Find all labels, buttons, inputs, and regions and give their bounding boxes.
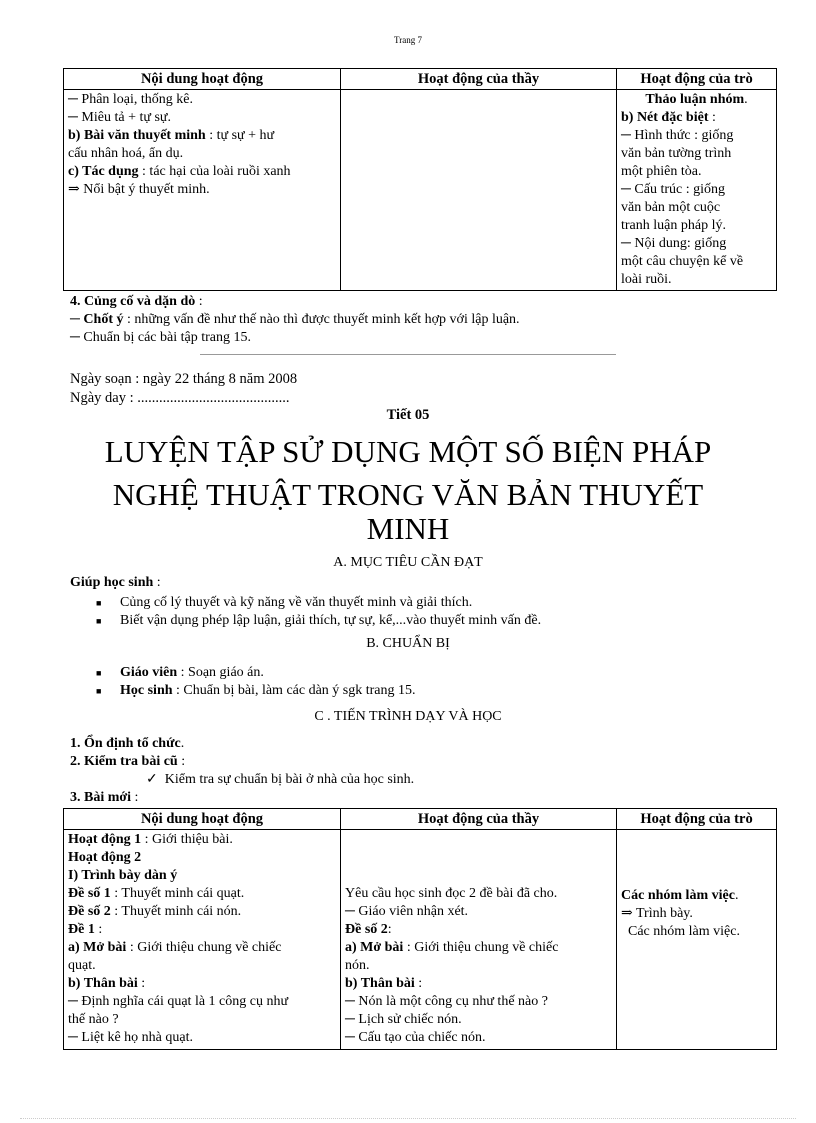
cell-line: [345, 993, 612, 1011]
prep-teacher-label: Giáo viên: [120, 665, 178, 680]
consolidation-heading: 4. Củng cố và dặn dò: [70, 294, 196, 309]
cell-text: một phiên tòa.: [621, 164, 702, 179]
prepare-exercises: ─ Chuẩn bị các bài tập trang 15.: [70, 330, 251, 345]
lesson-period: Tiết 05: [386, 407, 430, 423]
cell-text: tranh luận pháp lý.: [621, 218, 726, 233]
section-b-heading: B. CHUẨN BỊ: [366, 636, 450, 651]
heading-suffix: :: [195, 294, 203, 309]
cell-label: a) Mở bài: [68, 940, 127, 955]
cell-label: b) Thân bài: [68, 976, 138, 991]
cell-line: [68, 145, 336, 163]
activity-table-1: [63, 68, 777, 291]
cell-text: ─ Phân loại, thống kê.: [68, 92, 194, 107]
page-number: Trang 7: [394, 35, 422, 45]
cell-label: Các nhóm làm việc: [621, 888, 735, 903]
col-header-content: Nội dung hoạt động: [64, 69, 341, 90]
cell-line: [621, 253, 772, 271]
step-3-suffix: :: [131, 790, 139, 805]
cell-line: [345, 921, 612, 939]
col-header-student: Hoạt động của trò: [617, 69, 777, 90]
cell-text: : Giới thiệu chung về chiếc: [403, 940, 559, 955]
cell-label: I) Trình bày dàn ý: [68, 868, 178, 883]
cell-label: b) Thân bài: [345, 976, 415, 991]
prep-teacher: [70, 664, 770, 682]
cell-label: Đề số 2: [345, 922, 388, 937]
table1-col-teacher: [341, 90, 617, 291]
cell-label: Hoạt động 2: [68, 850, 142, 865]
cell-line: [621, 109, 772, 127]
preparation-date: Ngày soạn : ngày 22 tháng 8 năm 2008: [70, 371, 298, 387]
cell-text: : Giới thiệu bài.: [141, 832, 233, 847]
dash: ─: [70, 312, 84, 327]
prep-student-text: : Chuẩn bị bài, làm các dàn ý sgk trang 15.: [172, 683, 416, 698]
lesson-meta: [70, 370, 297, 408]
cell-line: [621, 163, 772, 181]
cell-text: một câu chuyện kể về: [621, 254, 744, 269]
cell-label: a) Mở bài: [345, 940, 404, 955]
cell-text: :: [414, 976, 423, 991]
cell-line: [68, 1011, 336, 1029]
cell-text: cấu nhân hoá, ẩn dụ.: [68, 146, 184, 161]
section-c-body: [70, 735, 770, 807]
cell-text: :: [387, 922, 392, 937]
cell-line: [621, 91, 772, 109]
cell-label: Đề 1: [68, 922, 95, 937]
cell-text: quạt.: [68, 958, 96, 973]
prep-teacher-text: : Soạn giáo án.: [177, 665, 264, 680]
cell-line: [621, 217, 772, 235]
cell-line: [621, 271, 772, 289]
table2-col-teacher: [341, 830, 617, 1050]
separator-line: [200, 354, 616, 355]
cell-line: [345, 1029, 612, 1047]
cell-line: [621, 199, 772, 217]
cell-line: [68, 831, 336, 849]
prep-student-label: Học sinh: [120, 683, 173, 698]
table1-col-content: [64, 90, 341, 291]
cell-line: [68, 993, 336, 1011]
cell-line: [345, 867, 612, 885]
lesson-title-line-2: NGHỆ THUẬT TRONG VĂN BẢN THUYẾT: [112, 477, 704, 512]
cell-line: [345, 957, 612, 975]
cell-text: nón.: [345, 958, 370, 973]
cell-line: [68, 939, 336, 957]
cell-text: thế nào ?: [68, 1012, 119, 1027]
cell-line: [345, 885, 612, 903]
table2-col-content: [64, 830, 341, 1050]
cell-text: : Thuyết minh cái nón.: [110, 904, 242, 919]
cell-line: [345, 831, 612, 849]
key-point-text: : những vấn đề như thế nào thì được thuyết minh kết hợp với lập luận.: [123, 312, 520, 327]
prep-student: [70, 682, 770, 700]
cell-line: [68, 109, 336, 127]
cell-text: Yêu cầu học sinh đọc 2 đề bài đã cho.: [345, 886, 558, 901]
page-footer-line: [20, 1118, 796, 1119]
cell-text: ─ Miêu tả + tự sự.: [68, 110, 171, 125]
step-1-suffix: .: [180, 736, 185, 751]
cell-line: [621, 127, 772, 145]
cell-text: ─ Nội dung: giống: [621, 236, 727, 251]
activity-table-2: [63, 808, 777, 1050]
cell-text: ─ Liệt kê họ nhà quạt.: [68, 1030, 193, 1045]
cell-line: [345, 939, 612, 957]
cell-label: Thảo luận nhóm: [645, 92, 745, 107]
cell-line: [68, 975, 336, 993]
step-2: 2. Kiểm tra bài cũ: [70, 754, 178, 769]
cell-text: : Giới thiệu chung về chiếc: [126, 940, 282, 955]
cell-text: : tác hại của loài ruồi xanh: [138, 164, 291, 179]
section-c-heading: C . TIẾN TRÌNH DẠY VÀ HỌC: [314, 709, 502, 724]
cell-text: ─ Hình thức : giống: [621, 128, 734, 143]
cell-line: [68, 849, 336, 867]
check-item: Kiểm tra sự chuẩn bị bài ở nhà của học sinh.: [164, 772, 415, 787]
col-header-teacher: Hoạt động của thầy: [341, 809, 617, 830]
cell-line: [345, 903, 612, 921]
cell-line: [68, 127, 336, 145]
cell-line: [345, 1011, 612, 1029]
col-header-content: Nội dung hoạt động: [64, 809, 341, 830]
lesson-title-line-1: LUYỆN TẬP SỬ DỤNG MỘT SỐ BIỆN PHÁP: [104, 434, 712, 469]
cell-text: :: [708, 110, 716, 125]
cell-label: b) Bài văn thuyết minh: [68, 128, 206, 143]
cell-text: .: [744, 92, 748, 107]
cell-line: [68, 91, 336, 109]
objective-item: ■ Biết vận dụng phép lập luận, giải thích, tự sự, kể,...vào thuyết minh vấn đề.: [70, 612, 770, 630]
section-a-heading: A. MỤC TIÊU CẦN ĐẠT: [333, 555, 483, 570]
cell-text: văn bản tường trình: [621, 146, 732, 161]
cell-line: [621, 235, 772, 253]
col-header-student: Hoạt động của trò: [617, 809, 777, 830]
cell-text: ─ Lịch sử chiếc nón.: [345, 1012, 462, 1027]
objective-item: ■ Củng cố lý thuyết và kỹ năng về văn thuyết minh và giải thích.: [70, 594, 770, 612]
table2-col-student: [617, 830, 777, 1050]
cell-text: ⇒ Trình bày.: [621, 906, 693, 921]
cell-text: :: [94, 922, 103, 937]
cell-text: ⇒ Nổi bật ý thuyết minh.: [68, 182, 210, 197]
cell-text: loài ruồi.: [621, 272, 672, 287]
section-b-body: [70, 664, 770, 700]
help-students-label: Giúp học sinh: [70, 575, 154, 590]
cell-line: [68, 903, 336, 921]
cell-line: [68, 867, 336, 885]
table1-col-student: [617, 90, 777, 291]
cell-line: [68, 921, 336, 939]
cell-line: [621, 181, 772, 199]
cell-label: c) Tác dụng: [68, 164, 139, 179]
cell-text: :: [137, 976, 146, 991]
cell-line: [68, 163, 336, 181]
cell-text: ─ Giáo viên nhận xét.: [345, 904, 469, 919]
step-3: 3. Bài mới: [70, 790, 132, 805]
cell-line: [68, 1029, 336, 1047]
cell-line: [68, 957, 336, 975]
cell-label: b) Nét đặc biệt: [621, 110, 709, 125]
section-a-body: [70, 574, 770, 630]
lesson-title-line-3: MINH: [366, 511, 450, 546]
cell-text: Các nhóm làm việc.: [621, 924, 740, 939]
cell-line: [345, 849, 612, 867]
cell-label: Đề số 1: [68, 886, 111, 901]
cell-line: [345, 975, 612, 993]
col-header-teacher: Hoạt động của thầy: [341, 69, 617, 90]
cell-text: ─ Cấu tạo của chiếc nón.: [345, 1030, 486, 1045]
cell-line: [621, 923, 772, 941]
cell-text: ─ Nón là một công cụ như thế nào ?: [345, 994, 548, 1009]
consolidation-section: [70, 293, 770, 347]
cell-line: [621, 905, 772, 923]
cell-text: .: [734, 888, 739, 903]
cell-text: : tự sự + hư: [205, 128, 275, 143]
cell-line: [621, 145, 772, 163]
step-1: 1. Ổn định tổ chức: [70, 736, 181, 751]
cell-line: [68, 181, 336, 199]
teaching-date: Ngày day : ..........................................: [70, 390, 290, 406]
lead-suffix: :: [153, 575, 161, 590]
cell-text: văn bản một cuộc: [621, 200, 721, 215]
check-icon: ✓: [146, 772, 158, 787]
cell-line: [621, 887, 772, 905]
cell-text: ─ Định nghĩa cái quạt là 1 công cụ như: [68, 994, 289, 1009]
cell-text: : Thuyết minh cái quạt.: [110, 886, 245, 901]
key-point-label: Chốt ý: [83, 312, 124, 327]
step-2-suffix: :: [177, 754, 186, 769]
cell-line: [68, 885, 336, 903]
cell-label: Đề số 2: [68, 904, 111, 919]
cell-text: ─ Cấu trúc : giống: [621, 182, 726, 197]
cell-label: Hoạt động 1: [68, 832, 142, 847]
